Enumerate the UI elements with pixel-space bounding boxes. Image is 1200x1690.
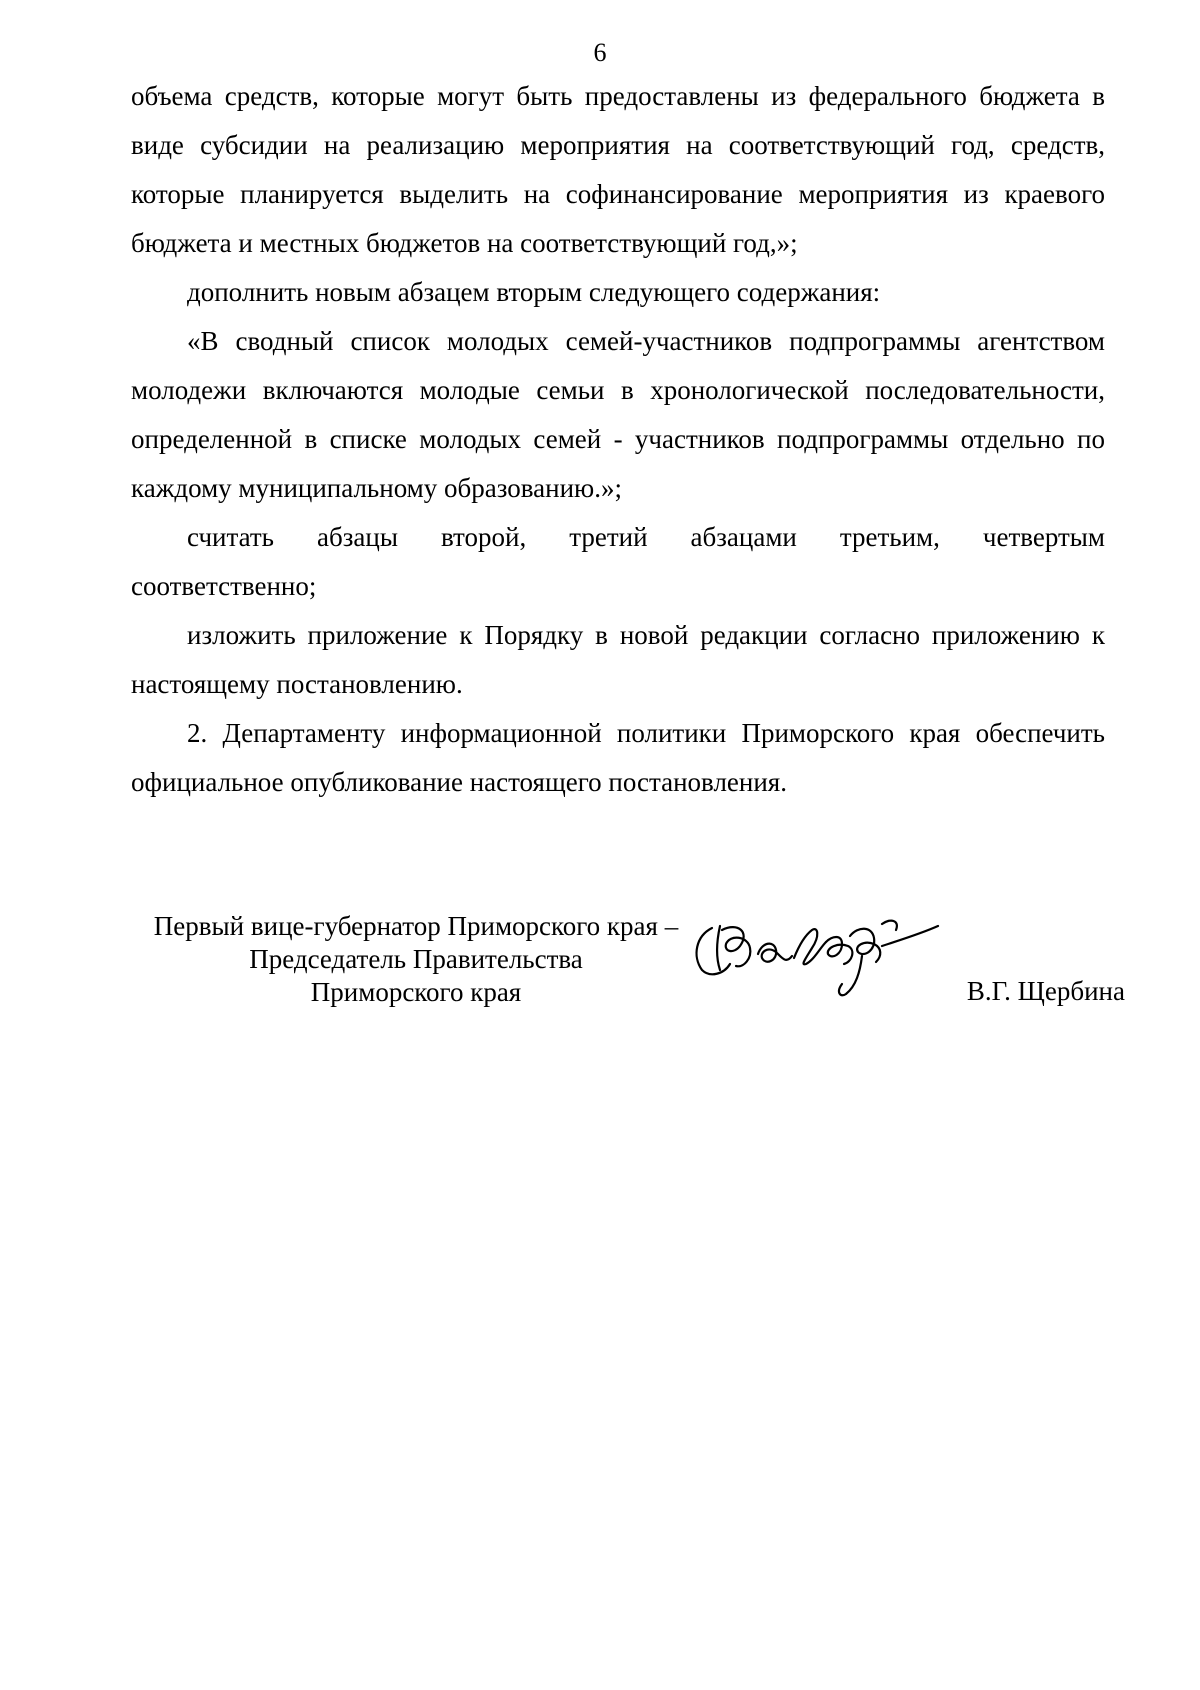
paragraph-publication-clause: 2. Департаменту информационной политики Приморского края обеспечить официальное опубликование настоящего постановления. bbox=[131, 718, 1105, 797]
document-body bbox=[131, 72, 1105, 807]
signatory-title-line-3: Приморского края bbox=[310, 977, 522, 1007]
paragraph-continuation-line-2: виде субсидии на реализацию мероприятия на соответствующий год, средств, bbox=[131, 130, 1105, 160]
signatory-title-line-2: Председатель Правительства bbox=[249, 944, 583, 974]
paragraph-annex-new-edition: изложить приложение к Порядку в новой редакции согласно приложению к настоящему постановлению. bbox=[131, 620, 1105, 699]
handwritten-signature bbox=[686, 896, 956, 1006]
signature-block bbox=[131, 910, 1125, 1020]
paragraph-renumber-line-1: считать абзацы второй, третий абзацами третьим, четвертым bbox=[187, 522, 1105, 552]
signatory-name: В.Г. Щербина bbox=[966, 976, 1125, 1006]
page-number: 6 bbox=[593, 38, 607, 67]
paragraph-quoted-amendment: «В сводный список молодых семей-участников подпрограммы агентством молодежи включаются молодые семьи в хронологической последовательности, определенной в списке молодых семей - участников подпрограммы отдельно по каждому муниципальному образованию.»; bbox=[131, 326, 1105, 503]
paragraph-continuation-line-3: которые планируется выделить на софинансирование мероприятия из краевого bbox=[131, 179, 1105, 209]
paragraph-renumber-line-2: соответственно; bbox=[131, 571, 317, 601]
paragraph-add-second-paragraph: дополнить новым абзацем вторым следующего содержания: bbox=[187, 277, 881, 307]
paragraph-continuation-line-1: объема средств, которые могут быть предоставлены из федерального бюджета в bbox=[131, 81, 1105, 111]
paragraph-continuation-line-4: бюджета и местных бюджетов на соответствующий год,»; bbox=[131, 228, 798, 258]
signatory-title-line-1: Первый вице-губернатор Приморского края – bbox=[153, 911, 679, 941]
signatory-title bbox=[131, 910, 701, 1009]
